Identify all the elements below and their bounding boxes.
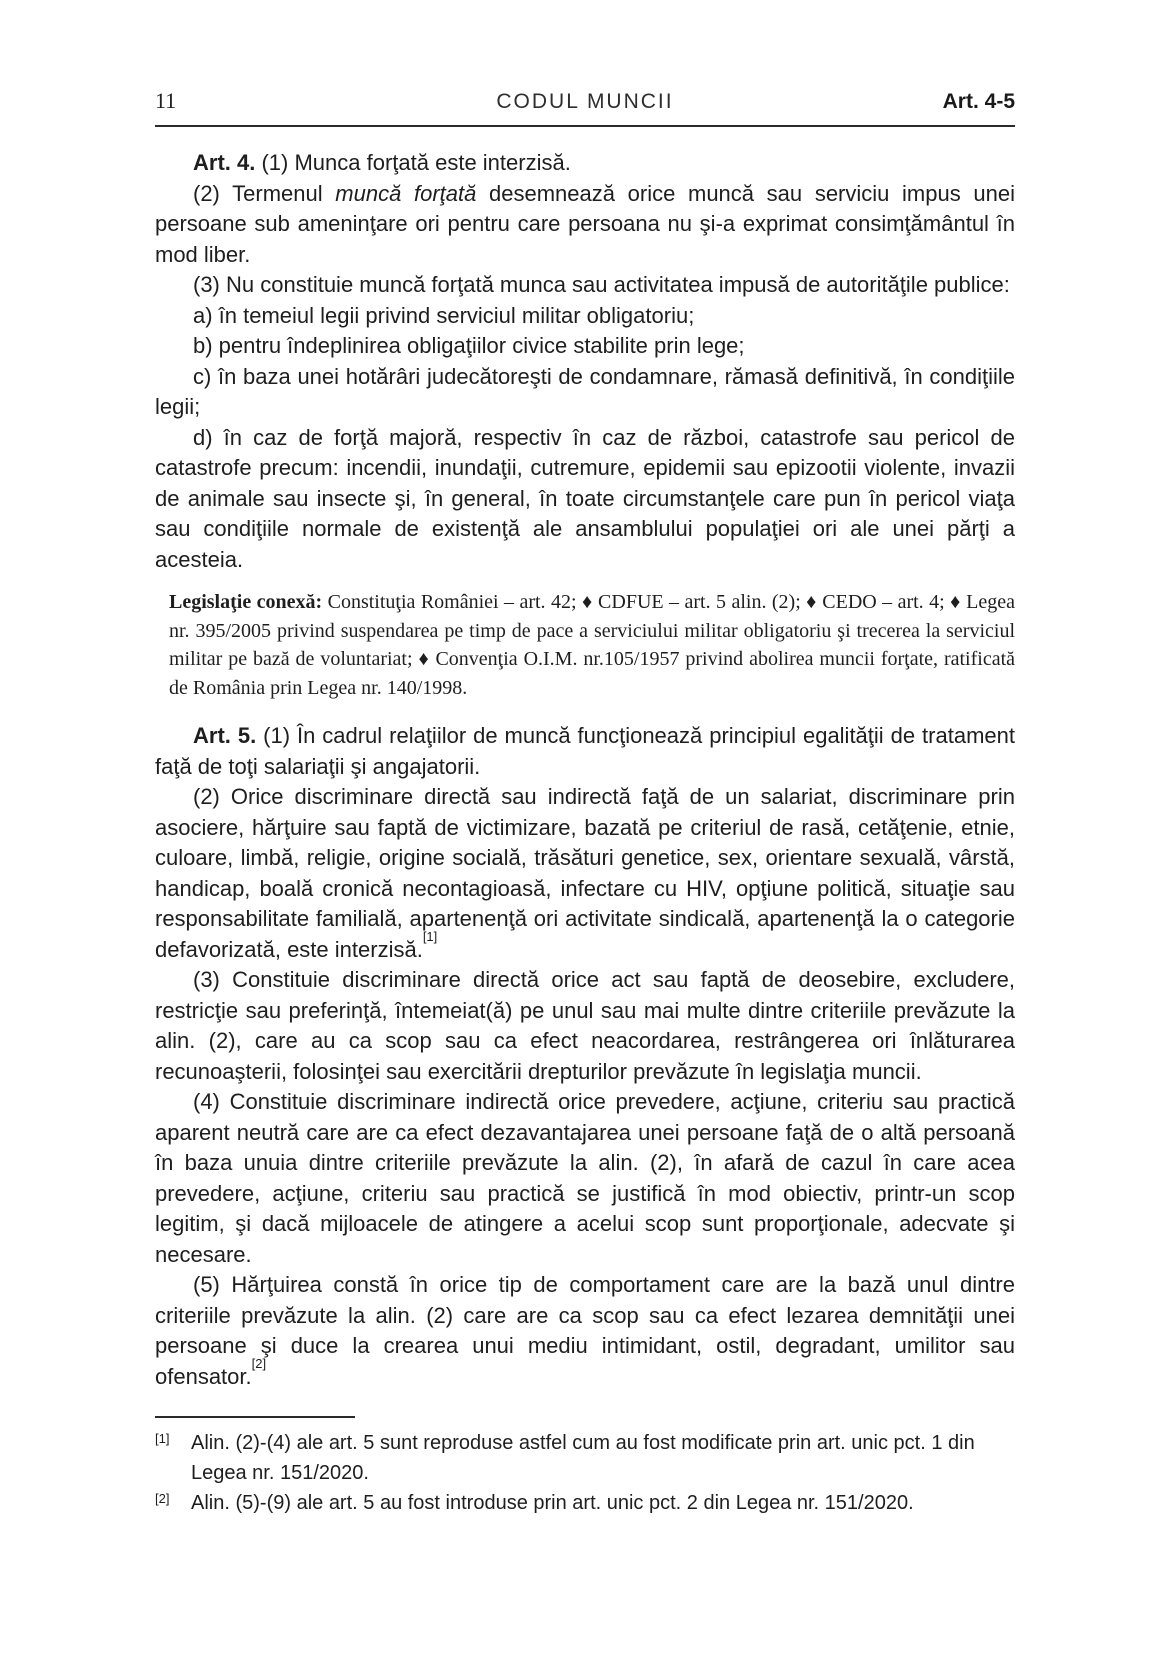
text-segment: Legislaţie conexă: bbox=[169, 591, 323, 613]
footnote-section bbox=[155, 1416, 1015, 1518]
text-segment: (1) În cadrul relaţiilor de muncă funcţionează principiul egalităţii de tratament faţă de toţi salariaţii şi angajatorii. bbox=[155, 723, 1015, 779]
text-segment: a) în temeiul legii privind serviciul militar obligatoriu; bbox=[193, 302, 695, 328]
footnote-text: Alin. (5)-(9) ale art. 5 au fost introduse prin art. unic pct. 2 din Legea nr. 151/2020. bbox=[191, 1492, 914, 1514]
text-segment: (2) Orice discriminare directă sau indirectă faţă de un salariat, discriminare prin asociere, hărţuire sau faptă de victimizare, bazată pe criteriul de rasă, cetăţenie, etnie, culoare, limbă, religie, origine socială, trăsături genetice, sex, orientare sexuală, vârstă, handicap, boală cronică necontagioasă, infectare cu HIV, opţiune politică, situaţie sau responsabilitate familială, apartenenţă ori activitate sindicală, apartenenţă la o categorie defavorizată, este interzisă. bbox=[155, 784, 1015, 962]
legislation-note bbox=[155, 588, 1015, 702]
paragraph bbox=[155, 362, 1015, 423]
text-segment: Constituţia României – art. 42; ♦ CDFUE – art. 5 alin. (2); ♦ CEDO – art. 4; ♦ Legea nr. 395/2005 privind suspendarea pe timp de pace a serviciului militar obligatoriu şi trecerea la serviciul militar pe bază de voluntariat; ♦ Convenţia O.I.M. nr.105/1957 privind abolirea muncii forţate, ratificată de România prin Legea nr. 140/1998. bbox=[169, 591, 1016, 699]
article-range-label: Art. 4-5 bbox=[942, 90, 1015, 113]
paragraph bbox=[155, 179, 1015, 271]
paragraph bbox=[155, 721, 1015, 782]
text-segment: (3) Constituie discriminare directă orice act sau faptă de deosebire, excludere, restricţie sau preferinţă, întemeiat(ă) pe unul sau mai multe dintre criteriile prevăzute la alin. (2), care au ca scop sau ca efect neacordarea, restrângerea ori înlăturarea recunoaşterii, folosinţei sau exercitării drepturilor prevăzute în legislaţia muncii. bbox=[155, 967, 1015, 1084]
text-block bbox=[155, 0, 1015, 1518]
text-segment: Art. 4. bbox=[193, 150, 256, 175]
text-segment: desemnează orice muncă sau serviciu impus unei persoane sub ameninţare ori pentru care persoana nu şi-a exprimat consimţământul în mod liber. bbox=[155, 180, 1015, 267]
paragraph bbox=[155, 782, 1015, 965]
paragraph bbox=[155, 423, 1015, 576]
footnotes-list bbox=[155, 1428, 1015, 1518]
paragraph bbox=[155, 148, 1015, 179]
footnote-ref: [2] bbox=[251, 1356, 267, 1372]
footnote-separator bbox=[155, 1416, 355, 1418]
paragraph bbox=[155, 301, 1015, 332]
text-segment: (3) Nu constituie muncă forţată munca sau activitatea impusă de autorităţile publice: bbox=[193, 272, 1010, 297]
paragraph bbox=[155, 1270, 1015, 1392]
running-header bbox=[155, 0, 1015, 127]
text-segment: (4) Constituie discriminare indirectă orice prevedere, acţiune, criteriu sau practică aparent neutră care are ca efect dezavantajarea unei persoane faţă de o altă persoană în baza unuia dintre criteriile prevăzute la alin. (2), în afară de cazul în care acea prevedere, acţiune, criteriu sau practică se justifică în mod obiectiv, printr-un scop legitim, şi dacă mijloacele de atingere a acelui scop sunt proporţionale, adecvate şi necesare. bbox=[155, 1089, 1015, 1267]
text-segment: (5) Hărţuirea constă în orice tip de comportament care are la bază unul dintre criteriile prevăzute la alin. (2) care are ca scop sau ca efect lezarea demnităţii unei persoane şi duce la crearea unui mediu intimidant, ostil, degradant, umilitor sau ofensator. bbox=[155, 1272, 1015, 1389]
text-segment: Art. 5. bbox=[193, 723, 257, 748]
text-segment: c) în baza unei hotărâri judecătoreşti de condamnare, rămasă definitivă, în condiţiile legii; bbox=[155, 363, 1015, 419]
article-text bbox=[155, 148, 1015, 1392]
paragraph bbox=[155, 1087, 1015, 1270]
running-title: CODUL MUNCII bbox=[496, 90, 674, 113]
text-segment: muncă forţată bbox=[335, 180, 477, 206]
footnote-text: Alin. (2)-(4) ale art. 5 sunt reproduse astfel cum au fost modificate prin art. unic pct. 1 din Legea nr. 151/2020. bbox=[191, 1432, 975, 1484]
text-segment: (2) Termenul bbox=[193, 180, 336, 206]
footnote: [2] Alin. (5)-(9) ale art. 5 au fost introduse prin art. unic pct. 2 din Legea nr. 151/2020. bbox=[155, 1491, 914, 1514]
page-number: 11 bbox=[155, 88, 177, 113]
footnote: [1] Alin. (2)-(4) ale art. 5 sunt reproduse astfel cum au fost modificate prin art. unic pct. 1 din Legea nr. 151/2020. bbox=[155, 1431, 975, 1484]
text-segment: b) pentru îndeplinirea obligaţiilor civice stabilite prin lege; bbox=[193, 333, 745, 358]
footnote-ref: [1] bbox=[422, 929, 438, 945]
text-segment: (1) Munca forţată este interzisă. bbox=[255, 150, 571, 175]
text-segment: d) în caz de forţă majoră, respectiv în caz de război, catastrofe sau pericol de catastrofe precum: incendii, inundaţii, cutremure, epidemii sau epizootii violente, invazii de animale sau insecte şi, în general, în toate circumstanţele care pun în pericol viaţa sau condiţiile normale de existenţă ale ansamblului populaţiei ori ale unei părţi a acesteia. bbox=[155, 424, 1015, 572]
paragraph bbox=[155, 965, 1015, 1087]
paragraph bbox=[155, 270, 1015, 301]
paragraph bbox=[155, 331, 1015, 362]
